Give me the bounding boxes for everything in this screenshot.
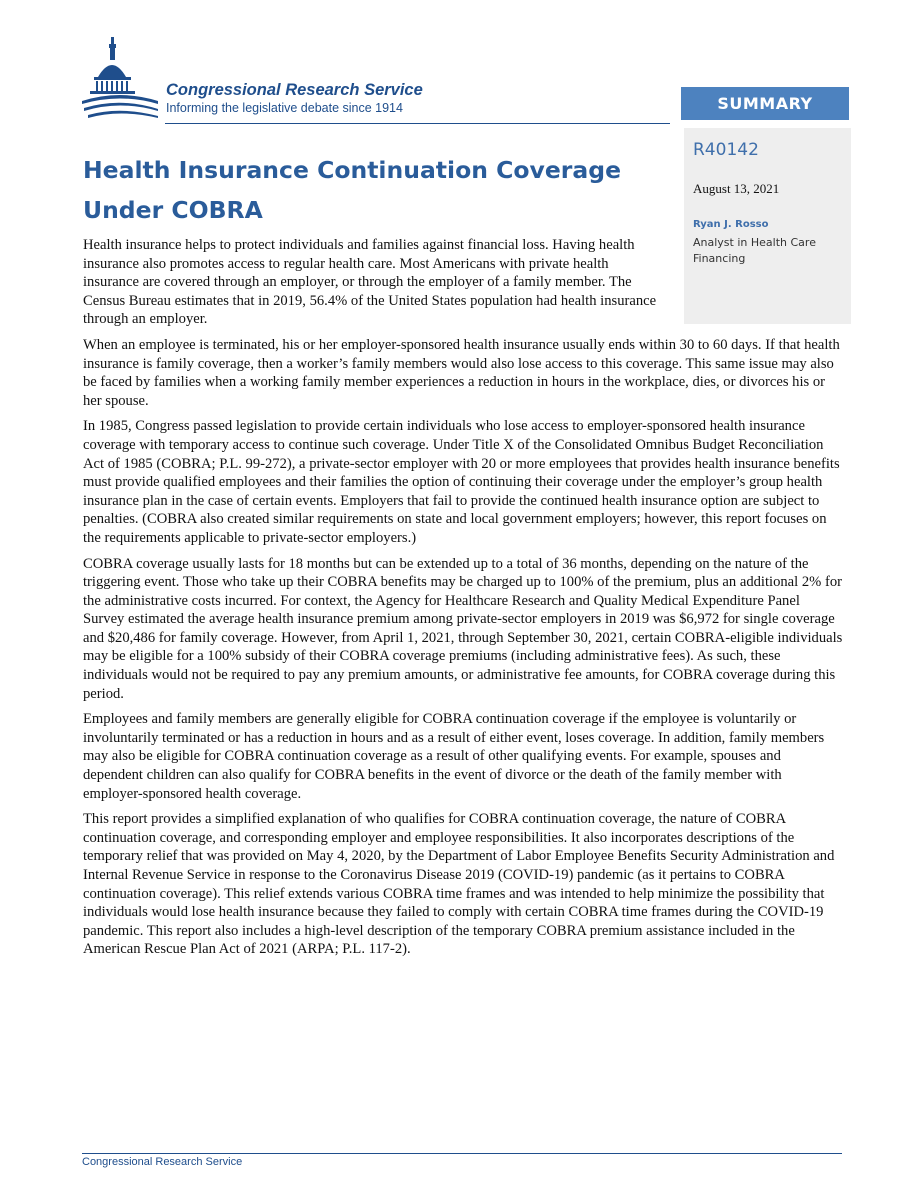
report-number: R40142 bbox=[693, 140, 759, 160]
crs-logo bbox=[80, 35, 480, 120]
org-name: Congressional Research Service bbox=[166, 81, 423, 99]
header-divider bbox=[165, 123, 670, 124]
footer-label: Congressional Research Service bbox=[82, 1156, 243, 1168]
author-title: Analyst in Health Care Financing bbox=[693, 236, 816, 265]
report-date: August 13, 2021 bbox=[693, 181, 780, 196]
paragraph-4: COBRA coverage usually lasts for 18 months but can be extended up to a total of 36 months, depending on the nature of the triggering event. Those who take up their COBRA benefits may be charged up to 100% of the premium, plus an additional 2% for the administrative costs incurred. For context, the Agency for Healthcare Research and Quality Medical Expenditure Panel Survey estimated the average health insurance premium among private-sector employers in 2019 was $6,972 for single coverage and $20,486 for family coverage. However, from April 1, 2021, through September 30, 2021, certain COBRA-eligible individuals may be eligible for a 100% subsidy of their COBRA coverage premiums (including administrative fees). As such, these individuals would not be required to pay any premium amounts, or administrative fee amounts, for COBRA coverage during this period. bbox=[83, 555, 843, 702]
paragraph-5: Employees and family members are generally eligible for COBRA continuation coverage if the employee is voluntarily or involuntarily terminated or has a reduction in hours and as a result of either event, loses coverage. In addition, family members may also be eligible for COBRA continuation coverage as a result of other qualifying events. For example, spouses and dependent children can also qualify for COBRA benefits in the event of divorce or the death of the family member with employer-sponsored health coverage. bbox=[83, 711, 825, 802]
summary-body bbox=[83, 236, 843, 966]
page-title bbox=[83, 150, 643, 230]
paragraph-6: This report provides a simplified explanation of who qualifies for COBRA continuation coverage, the nature of COBRA continuation coverage, and corresponding employer and employee responsibilities. It also incorporates descriptions of the temporary relief that was provided on May 4, 2020, by the Department of Labor Employee Benefits Security Administration and Internal Revenue Service in response to the Coronavirus Disease 2019 (COVID-19) pandemic (as it pertains to COBRA continuation coverage). This relief extends various COBRA time frames and was intended to help minimize the possibility that individuals would lose health insurance because they failed to comply with certain COBRA time frames during the COVID-19 pandemic. This report also includes a high-level description of the temporary COBRA premium assistance included in the American Rescue Plan Act of 2021 (ARPA; P.L. 117-2). bbox=[83, 811, 835, 958]
paragraph-3: In 1985, Congress passed legislation to provide certain individuals who lose access to employer-sponsored health insurance coverage with temporary access to continue such coverage. Under Title X of the Consolidated Omnibus Budget Reconciliation Act of 1985 (COBRA; P.L. 99-272), a private-sector employer with 20 or more employees that provides health insurance benefits must provide qualified employees and their families the option of continuing their coverage under the employer’s group health insurance plan in the case of certain events. Employers that fail to provide the continued health insurance option are subject to penalties. (COBRA also created similar requirements on state and local government employers; however, this report focuses on the requirements applicable to private-sector employers.) bbox=[83, 418, 840, 546]
capitol-dome-icon bbox=[80, 35, 162, 120]
footer-divider bbox=[82, 1153, 842, 1154]
title-line-2: Under COBRA bbox=[83, 196, 263, 224]
paragraph-2: When an employee is terminated, his or her employer-sponsored health insurance usually ends within 30 to 60 days. If that health insurance is family coverage, then a worker’s family members would also lose access to this coverage. This same issue may also be faced by families when a working family member experiences a reduction in hours in the workplace, dies, or divorces his or her spouse. bbox=[83, 336, 840, 409]
author-name: Ryan J. Rosso bbox=[693, 219, 769, 230]
paragraph-1: Health insurance helps to protect individuals and families against financial loss. Having health insurance also promotes access to regular health care. Most Americans with private health insurance are covered through an employer, or through the employer of a family member. The Census Bureau estimates that in 2019, 56.4% of the United States population had health insurance through an employer. bbox=[83, 237, 657, 328]
org-tagline: Informing the legislative debate since 1914 bbox=[166, 101, 403, 115]
title-line-1: Health Insurance Continuation Coverage bbox=[83, 156, 622, 184]
summary-tab: SUMMARY bbox=[681, 87, 849, 120]
